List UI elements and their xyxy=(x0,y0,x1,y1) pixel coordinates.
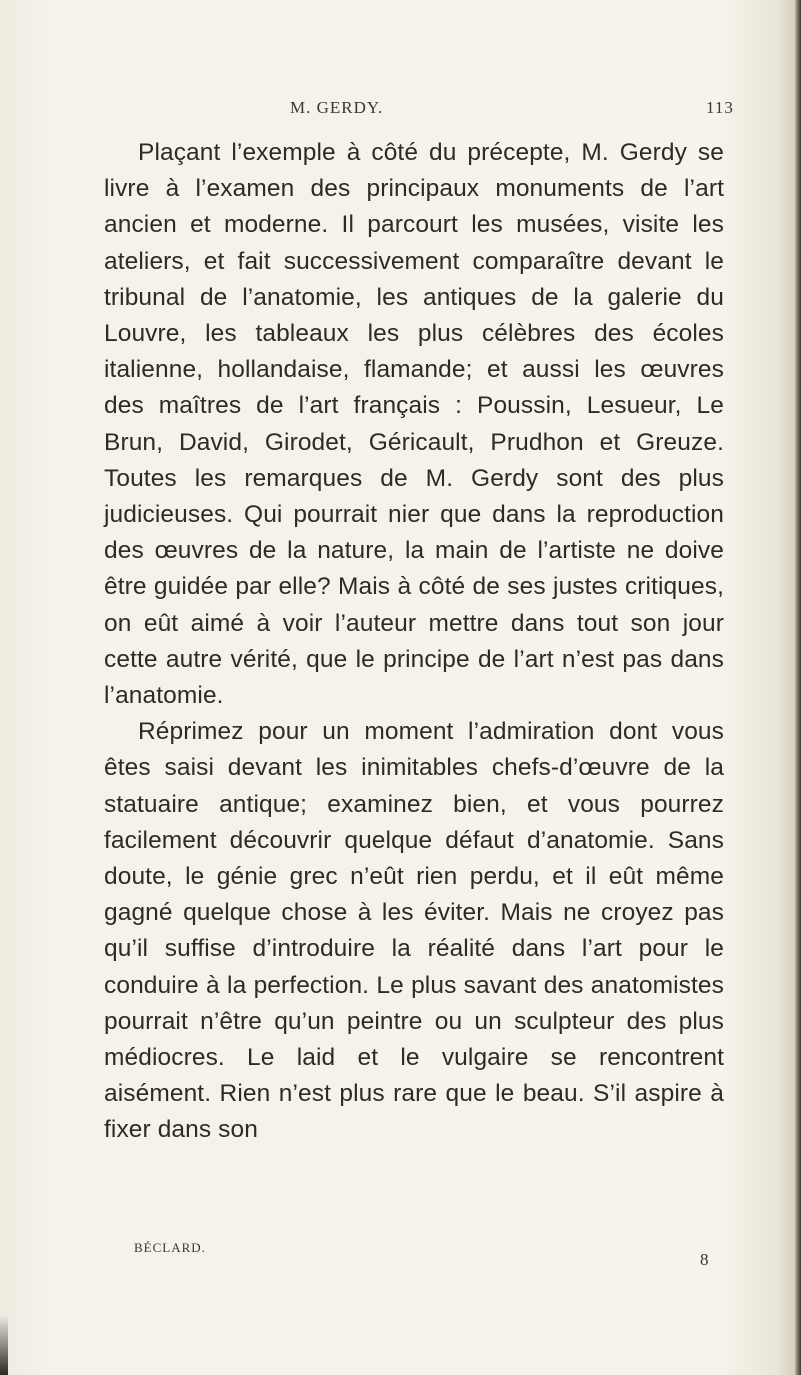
paragraph-1: Plaçant l’exemple à côté du précepte, M. Gerdy se livre à l’examen des principaux monuments de l’art ancien et moderne. Il parcourt les musées, visite les ateliers, et fait successivement comparaître devant le tribunal de l’anatomie, les antiques de la galerie du Louvre, les tableaux les plus célèbres des écoles italienne, hollandaise, flamande; et aussi les œuvres des maîtres de l’art français : Poussin, Lesueur, Le Brun, David, Girodet, Géricault, Prudhon et Greuze. Toutes les remarques de M. Gerdy sont des plus judicieuses. Qui pourrait nier que dans la reproduction des œuvres de la nature, la main de l’artiste ne doive être guidée par elle? Mais à côté de ses justes critiques, on eût aimé à voir l’auteur mettre dans tout son jour cette autre vérité, que le principe de l’art n’est pas dans l’anatomie. xyxy=(104,139,724,710)
page-header xyxy=(0,98,801,128)
page-number: 113 xyxy=(706,98,734,117)
signature-mark: 8 xyxy=(700,1250,709,1269)
page-corner-shadow xyxy=(0,1315,8,1375)
paragraph-2: Réprimez pour un moment l’admiration dont vous êtes saisi devant les inimitables chefs-d’œuvre de la statuaire antique; examinez bien, et vous pourrez facilement découvrir quelque défaut d’anatomie. Sans doute, le génie grec n’eût rien perdu, et il eût même gagné quelque chose à les éviter. Mais ne croyez pas qu’il suffise d’introduire la réalité dans l’art pour le conduire à la perfection. Le plus savant des anatomistes pourrait n’être qu’un peintre ou un sculpteur des plus médiocres. Le laid et le vulgaire se rencontrent aisément. Rien n’est plus rare que le beau. S’il aspire à fixer dans son xyxy=(104,718,724,1144)
binding-edge xyxy=(795,0,801,1375)
body-text xyxy=(104,135,724,1149)
page-footer xyxy=(0,1240,801,1280)
running-title: M. GERDY. xyxy=(290,98,384,117)
printer-name: BÉCLARD. xyxy=(134,1240,206,1255)
